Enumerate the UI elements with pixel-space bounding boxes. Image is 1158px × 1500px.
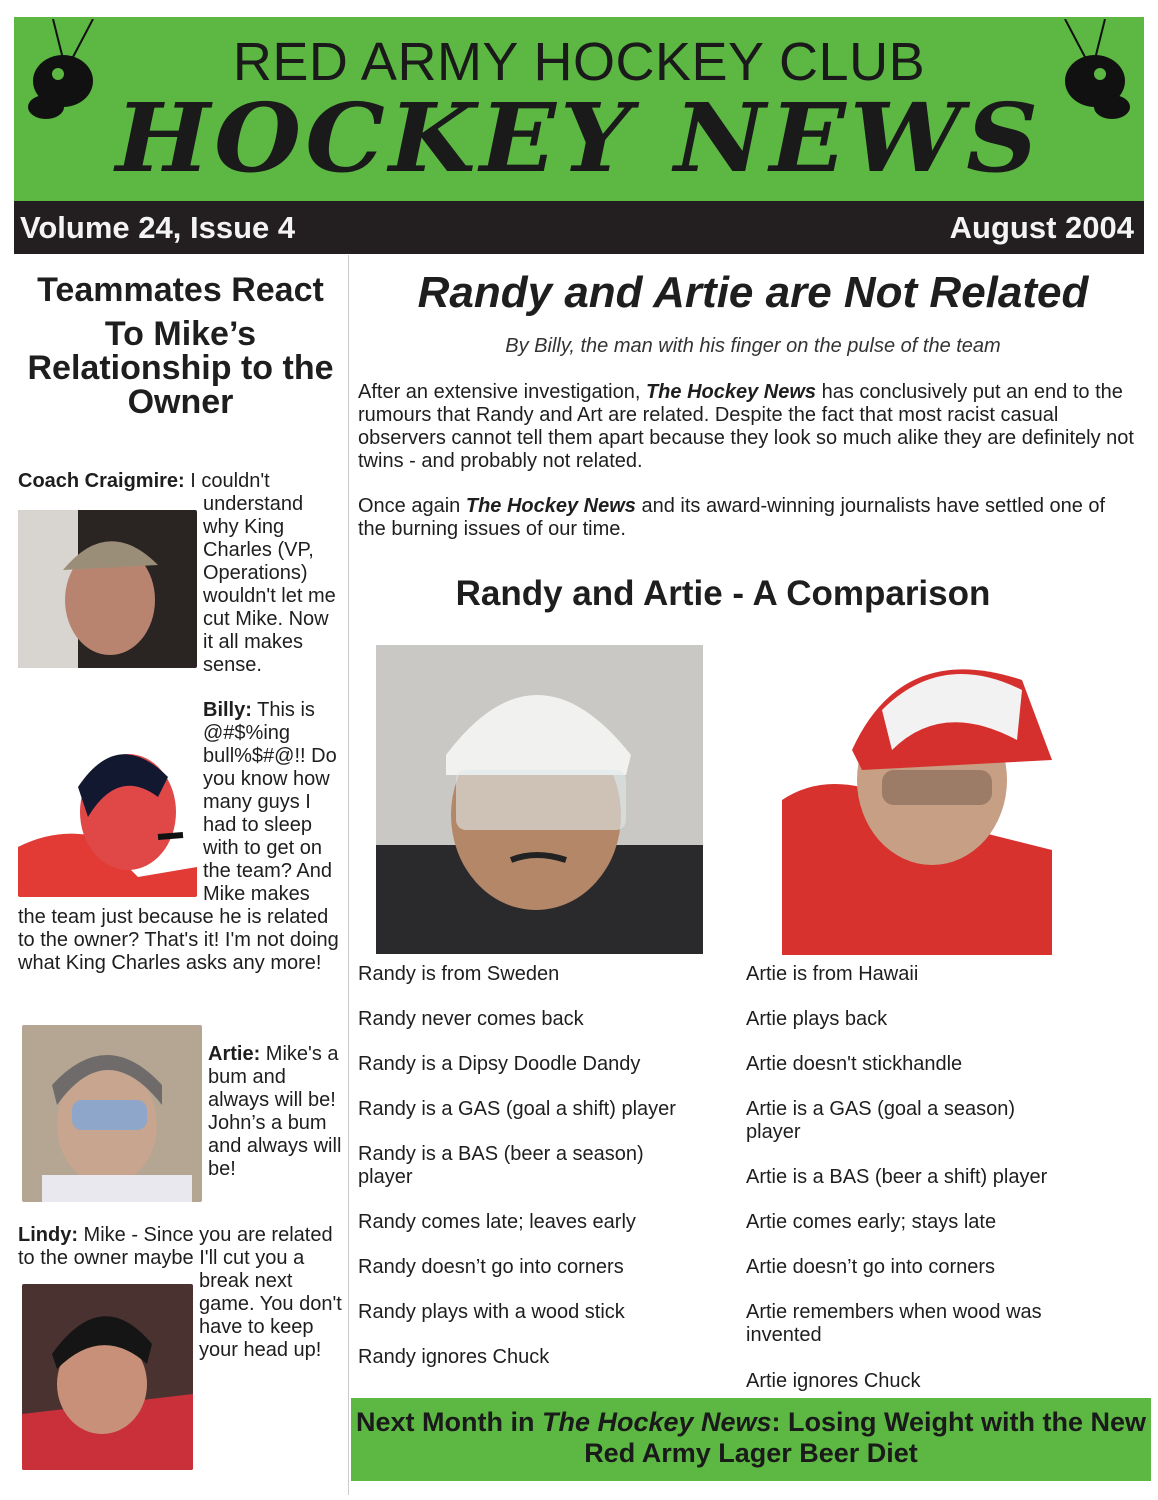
text: and its award-winning journalists have settled one of the burning issues of our time. <box>358 495 1106 540</box>
quote-author: Lindy: <box>18 1224 78 1246</box>
artie-item: Artie remembers when wood was invented <box>746 1301 1042 1346</box>
publication-name: The Hockey News <box>465 495 636 517</box>
quote-text: Mike - Since you are related to the owner maybe I'll cut you a break next game. You don't have to keep your head up! <box>18 1224 342 1361</box>
artie-item: Artie doesn’t go into corners <box>746 1256 996 1278</box>
randy-photo <box>376 645 703 954</box>
text: After an extensive investigation, <box>358 381 646 403</box>
quote-text: Mike's a bum and always will be! John’s a bum and always will be! <box>208 1043 342 1180</box>
randy-item: Randy is a GAS (goal a shift) player <box>358 1098 676 1120</box>
text: has conclusively put an end to the rumours that Randy and Art are related. Despite the fact that most racist casual observers cannot tell them apart because they look so much alike they are definitely not twins - and probably not related. <box>358 381 1134 472</box>
artie-item: Artie is a GAS (goal a season) player <box>746 1098 1016 1143</box>
article-paragraph <box>358 495 1128 541</box>
artie-item: Artie is from Hawaii <box>746 963 919 985</box>
article-title: Randy and Artie are Not Related <box>417 268 1089 317</box>
issue-bar <box>14 201 1144 254</box>
randy-item: Randy is from Sweden <box>358 963 560 985</box>
randy-item: Randy is a Dipsy Doodle Dandy <box>358 1053 641 1075</box>
quote-author: Coach Craigmire: <box>18 470 185 492</box>
artie-item: Artie plays back <box>746 1008 888 1030</box>
issue-date: August 2004 <box>949 210 1134 245</box>
publication-name: The Hockey News <box>645 381 817 403</box>
quote-billy <box>18 699 343 975</box>
lindy-photo <box>22 1284 193 1470</box>
artie-photo <box>22 1025 202 1202</box>
randy-item: Randy doesn’t go into corners <box>358 1256 624 1278</box>
quote-text: This is @#$%ing bull%$#@!! Do you know how many guys I had to sleep with to get on the team? And Mike makes the team just because he is related to the owner? That's it! I'm not doing what King Charles asks any more! <box>18 699 339 974</box>
quote-artie <box>18 1043 343 1202</box>
quote-lindy <box>18 1224 343 1470</box>
next-month-banner <box>351 1398 1151 1481</box>
sidebar-heading <box>18 273 343 419</box>
quote-text: I couldn't understand why King Charles (VP, Operations) wouldn't let me cut Mike. Now it all makes sense. <box>184 470 336 676</box>
randy-item: Randy ignores Chuck <box>358 1346 550 1368</box>
randy-item: Randy is a BAS (beer a season) player <box>358 1143 644 1188</box>
text: Next Month in <box>355 1407 542 1437</box>
club-name: RED ARMY HOCKEY CLUB <box>232 32 926 92</box>
artie-comparison-photo <box>782 650 1052 955</box>
artie-item: Artie ignores Chuck <box>746 1370 921 1392</box>
newsletter-title: HOCKEY NEWS <box>115 81 1043 195</box>
volume-issue: Volume 24, Issue 4 <box>20 210 296 245</box>
article-paragraph <box>358 381 1148 473</box>
randy-item: Randy plays with a wood stick <box>358 1301 625 1323</box>
text: : Losing Weight with the New Red Army Lager Beer Diet <box>584 1407 1147 1468</box>
artie-item: Artie comes early; stays late <box>746 1211 997 1233</box>
randy-item: Randy never comes back <box>358 1008 584 1030</box>
quote-coach <box>18 470 343 677</box>
billy-photo <box>18 737 197 897</box>
column-divider <box>348 255 349 1495</box>
artie-item: Artie is a BAS (beer a shift) player <box>746 1166 1048 1188</box>
sidebar-heading-line: Teammates React <box>37 271 324 309</box>
randy-item: Randy comes late; leaves early <box>358 1211 636 1233</box>
publication-name: The Hockey News <box>541 1407 772 1437</box>
sidebar-heading-line: To Mike’s Relationship to the Owner <box>27 315 334 421</box>
masthead <box>14 17 1144 201</box>
coach-photo <box>18 510 197 668</box>
article-byline: By Billy, the man with his finger on the pulse of the team <box>505 335 1001 357</box>
comparison-title: Randy and Artie - A Comparison <box>455 574 991 613</box>
text: Once again <box>358 495 466 517</box>
artie-item: Artie doesn't stickhandle <box>746 1053 963 1075</box>
quote-author: Billy: <box>203 699 252 721</box>
quote-author: Artie: <box>208 1043 261 1065</box>
